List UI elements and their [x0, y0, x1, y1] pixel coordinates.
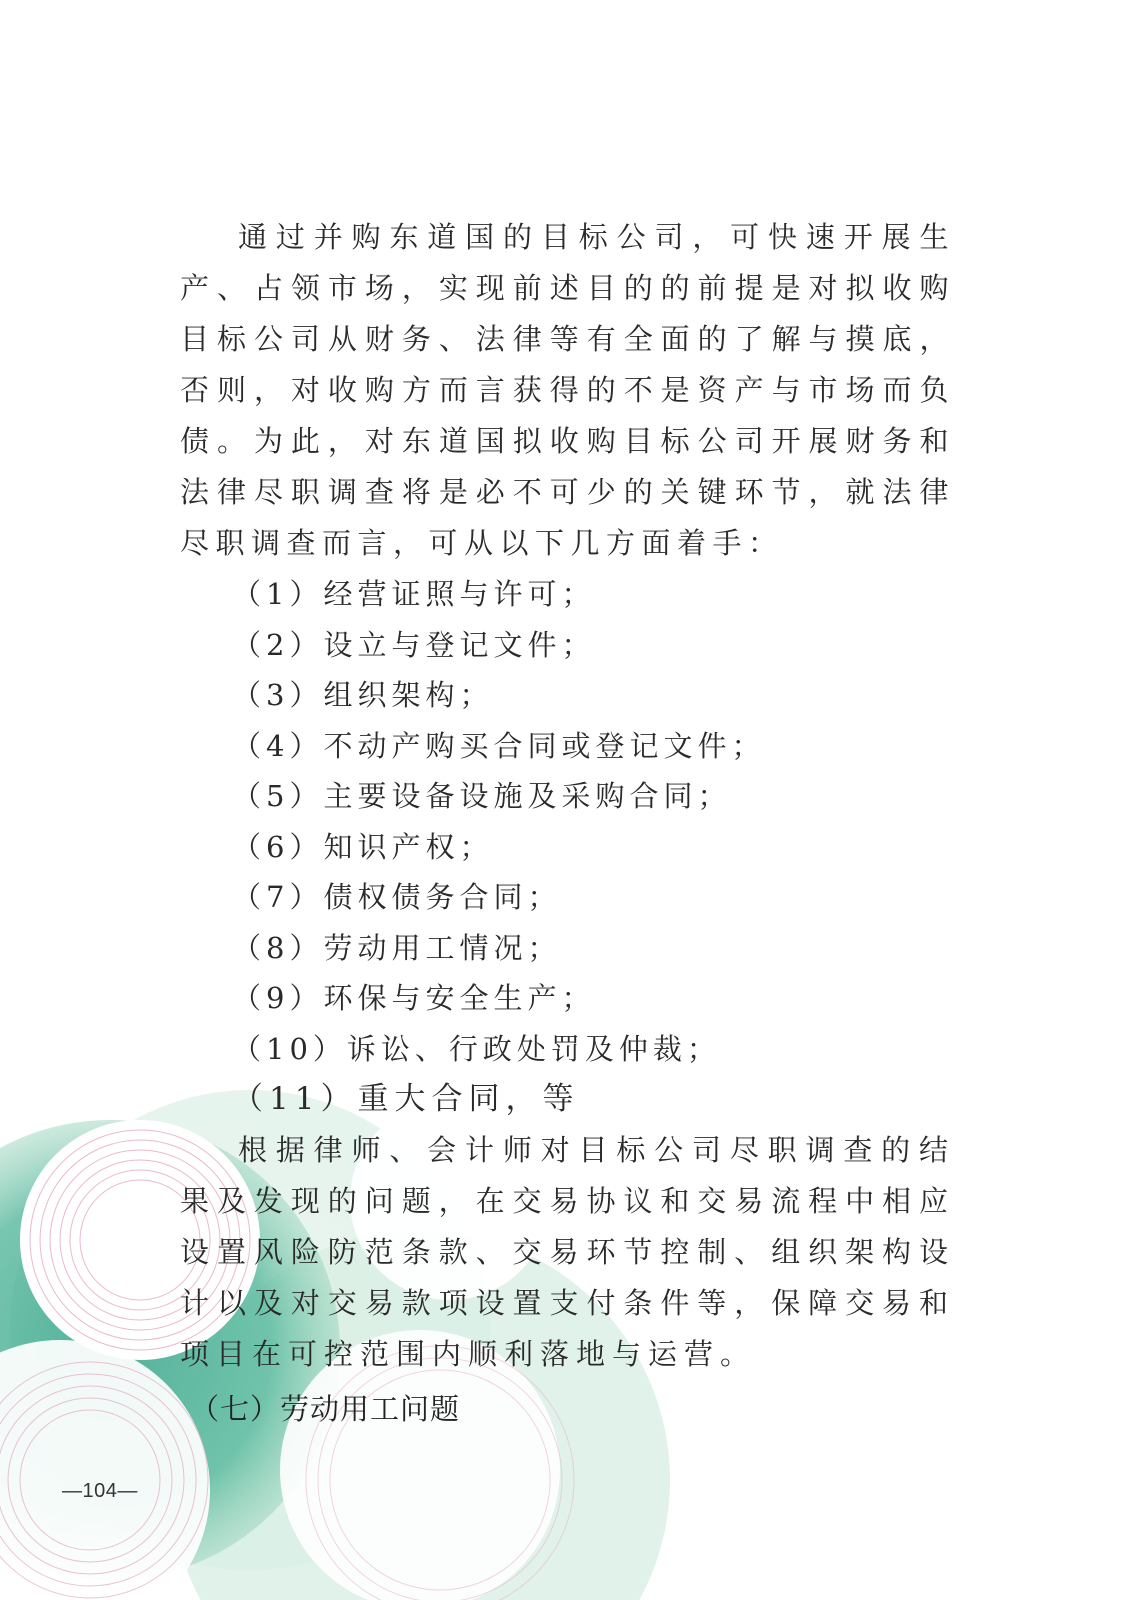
list-item: （9）环保与安全生产；: [232, 981, 596, 1015]
section-heading-labor: （七）劳动用工问题: [190, 1391, 461, 1426]
list-item: （2）设立与登记文件；: [232, 627, 596, 662]
list-item: （3）组织架构；: [232, 678, 494, 712]
list-item: （1）经营证照与许可；: [232, 577, 596, 611]
paragraph-risk-control: 根据律师、会计师对目标公司尽职调查的结果及发现的问题，在交易协议和交易流程中相应设置风险防范条款、交易环节控制、组织架构设计以及对交易款项设置支付条件等，保障交易和项目在可控范围内顺利落地与运营。: [180, 1132, 955, 1371]
list-item: （6）知识产权；: [232, 829, 494, 864]
list-item: （7）债权债务合同；: [232, 880, 562, 914]
list-item: （4）不动产购买合同或登记文件；: [232, 728, 766, 763]
list-item: （11）重大合同，等: [232, 1081, 580, 1117]
due-diligence-item-list: [180, 569, 955, 1125]
list-item: （5）主要设备设施及采购合同；: [232, 779, 732, 813]
list-item: （8）劳动用工情况；: [232, 930, 562, 965]
page-number: —104—: [62, 1480, 138, 1502]
paragraph-due-diligence-intro: 通过并购东道国的目标公司，可快速开展生产、占领市场，实现前述目的的前提是对拟收购目标公司从财务、法律等有全面的了解与摸底，否则，对收购方而言获得的不是资产与市场而负债。为此，对东道国拟收购目标公司开展财务和法律尽职调查将是必不可少的关键环节，就法律尽职调查而言，可从以下几方面着手：: [180, 220, 955, 560]
list-item: （10）诉讼、行政处罚及仲裁；: [232, 1031, 721, 1066]
main-text-column: [180, 212, 955, 1438]
